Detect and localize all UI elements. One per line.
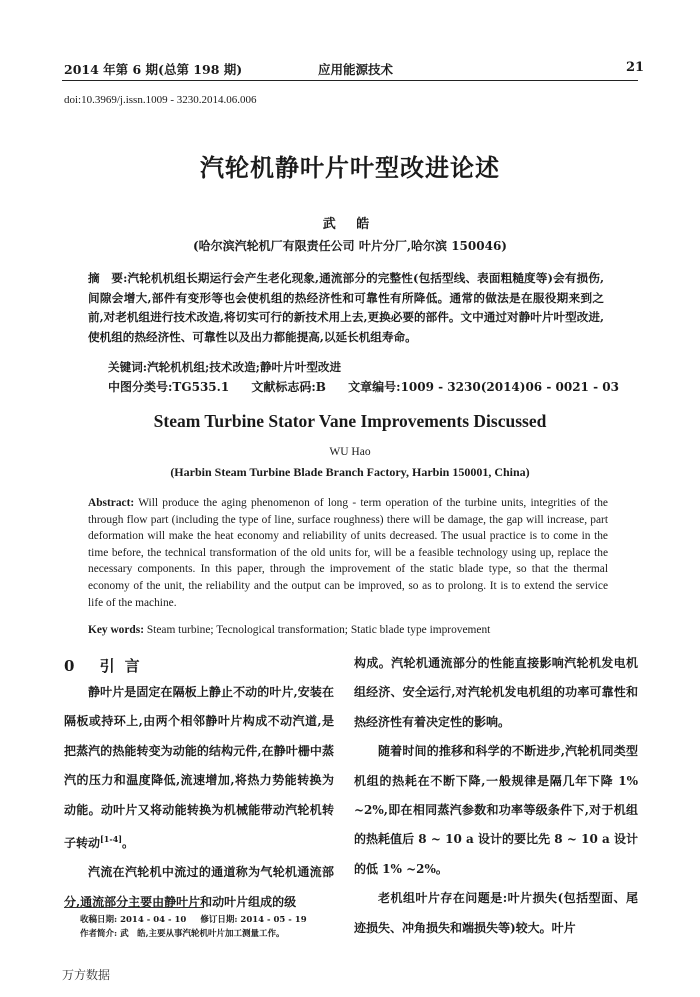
section-number: 0 [64, 657, 85, 675]
keywords-cn-label: 关键词: [108, 360, 148, 374]
keywords-cn [108, 359, 341, 375]
section-heading [64, 655, 150, 676]
author-note: 作者简介: 武 皓,主要从事汽轮机叶片加工测量工作。 [80, 929, 285, 939]
keywords-cn-text: 汽轮机机组;技术改造;静叶片叶型改进 [147, 360, 342, 374]
abstract-cn [88, 269, 604, 347]
revised-date: 修订日期: 2014 - 05 - 19 [200, 915, 307, 925]
title-en: Steam Turbine Stator Vane Improvements Discussed [153, 411, 547, 431]
keywords-en-label: Key words: [88, 624, 144, 636]
body-column-left [64, 678, 334, 917]
author-cn: 武 皓 [322, 217, 378, 232]
page-number: 21 [626, 60, 645, 75]
classification-line [108, 378, 637, 395]
watermark: 万方数据 [62, 968, 111, 982]
clc-number: 中图分类号:TG535.1 [108, 380, 230, 394]
received-date: 收稿日期: 2014 - 04 - 10 [80, 915, 187, 925]
abstract-en [88, 495, 608, 611]
body-text: 。 [122, 836, 135, 851]
abstract-cn-label: 摘 要: [88, 271, 128, 285]
footnote-rule [64, 907, 204, 908]
keywords-en-text: Steam turbine; Tecnological transformation; Static blade type improvement [144, 624, 491, 636]
body-text: 静叶片是固定在隔板上静止不动的叶片,安装在隔板或持环上,由两个相邻静叶片构成不动汽道,是把蒸汽的热能转变为动能的结构元件,在静叶栅中蒸汽的压力和温度降低,流速增加,将热力势能转换为动能。动叶片又将动能转换为机械能带动汽轮机转子转动 [64, 685, 334, 851]
journal-name: 应用能源技术 [318, 62, 394, 77]
title-cn: 汽轮机静叶片叶型改进论述 [200, 153, 500, 182]
citation: [1-4] [100, 834, 123, 845]
doc-code: 文献标志码:B [251, 380, 326, 394]
affiliation-cn: (哈尔滨汽轮机厂有限责任公司 叶片分厂,哈尔滨 150046) [193, 239, 507, 253]
affiliation-en: (Harbin Steam Turbine Blade Branch Factory, Harbin 150001, China) [170, 465, 530, 479]
abstract-cn-text: 汽轮机机组长期运行会产生老化现象,通流部分的完整性(包括型线、表面粗糙度等)会有损伤,间隙会增大,部件有变形等也会使机组的热经济性和可靠性有所降低。通常的做法是在服役期来到之前,对老机组进行技术改造,将切实可行的新技术用上去,更换必要的部件。文中通过对静叶片叶型改进,使机组的热经济性、可靠性以及出力都能提高,以延长机组寿命。 [88, 271, 605, 344]
body-paragraph: 构成。汽轮机通流部分的性能直接影响汽轮机发电机组经济、安全运行,对汽轮机发电机组的功率可靠性和热经济性有着决定性的影响。 [354, 656, 638, 729]
body-column-right [354, 649, 638, 943]
footnote [80, 913, 321, 941]
body-paragraph: 老机组叶片存在问题是:叶片损失(包括型面、尾迹损失、冲角损失和端损失等)较大。叶片 [354, 891, 638, 935]
article-number: 文章编号:1009 - 3230(2014)06 - 0021 - 03 [348, 380, 619, 394]
doi: doi:10.3969/j.issn.1009 - 3230.2014.06.006 [64, 94, 257, 106]
body-paragraph: 随着时间的推移和科学的不断进步,汽轮机同类型机组的热耗在不断下降,一般规律是隔几年下降 1% ~2%,即在相同蒸汽参数和功率等级条件下,对于机组的热耗值后 8 ~ 10 a 设计的要比先 8 ~ 10 a 设计的低 1% ~2%。 [354, 744, 638, 876]
abstract-en-label: Abstract: [88, 497, 135, 509]
keywords-en [88, 624, 490, 636]
header-rule [62, 80, 638, 81]
body-paragraph: 汽流在汽轮机中流过的通道称为气轮机通流部分,通流部分主要由静叶片和动叶片组成的级 [64, 865, 334, 909]
section-title: 引言 [99, 657, 150, 675]
body-paragraph [64, 678, 334, 858]
abstract-en-text: Will produce the aging phenomenon of long - term operation of the turbine units, integrities of the through flow part (including the type of line, surface roughness) there will be damage, the gap will increase, part deformation will make the heat economy and reliability of units decreased. The usual practice is to come in the time before, the technical transformation of the old units for, will be a feasible technology using up, replace the necessary components. In this paper, through the improvement of the static blade type, so that the thermal economy of the unit, the reliability and the output can be improved, so as to prolong. It is to extend the service life of the machine. [88, 497, 608, 609]
journal-issue: 2014 年第 6 期(总第 198 期) [64, 62, 243, 77]
author-en: WU Hao [329, 446, 371, 458]
